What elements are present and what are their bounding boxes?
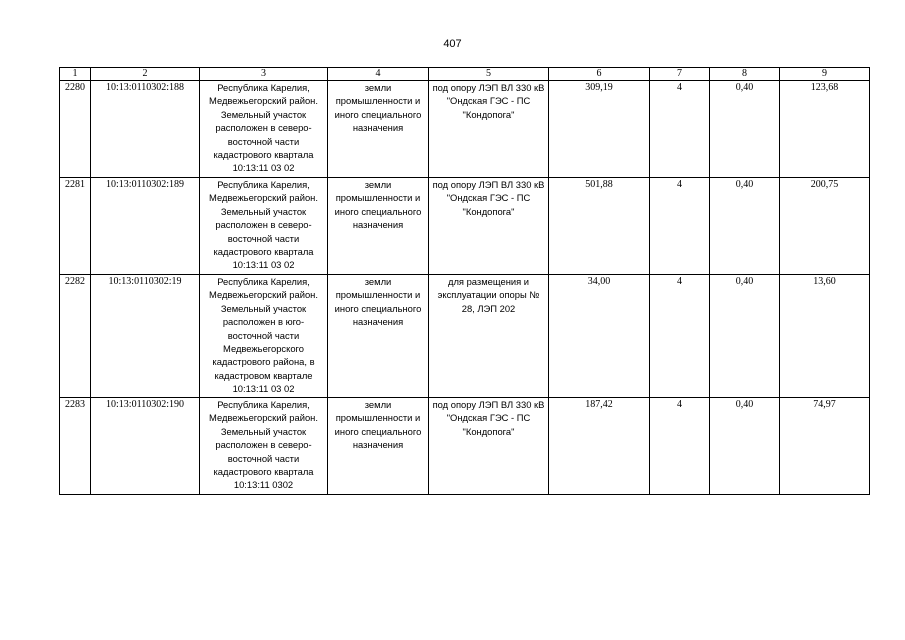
plot-area: 309,19 [549, 81, 650, 178]
plot-location: Республика Карелия, Медвежьегорский район. Земельный участок расположен в юго-восточной части Медвежьегорского кадастрового района, в кадастровом квартале 10:13:11 03 02 [200, 275, 328, 398]
column-7-value: 4 [650, 81, 710, 178]
cadastral-number: 10:13:0110302:19 [91, 275, 200, 398]
cadastral-number: 10:13:0110302:189 [91, 178, 200, 275]
page-number: 407 [443, 38, 462, 50]
column-7-value: 4 [650, 398, 710, 495]
column-header-7: 7 [650, 68, 710, 81]
plot-location: Республика Карелия, Медвежьегорский район. Земельный участок расположен в северо-восточной части кадастрового квартала 10:13:11 0302 [200, 398, 328, 495]
plot-area: 34,00 [549, 275, 650, 398]
column-8-value: 0,40 [710, 398, 780, 495]
column-8-value: 0,40 [710, 178, 780, 275]
land-category: земли промышленности и иного специального назначения [328, 275, 429, 398]
column-9-value: 74,97 [780, 398, 870, 495]
land-category: земли промышленности и иного специального назначения [328, 81, 429, 178]
permitted-use: для размещения и эксплуатации опоры № 28, ЛЭП 202 [429, 275, 549, 398]
row-number: 2282 [60, 275, 91, 398]
cadastral-number: 10:13:0110302:188 [91, 81, 200, 178]
column-header-6: 6 [549, 68, 650, 81]
plot-location: Республика Карелия, Медвежьегорский район. Земельный участок расположен в северо-восточной части кадастрового квартала 10:13:11 03 02 [200, 178, 328, 275]
header-row [60, 68, 870, 81]
column-header-3: 3 [200, 68, 328, 81]
row-number: 2280 [60, 81, 91, 178]
column-header-5: 5 [429, 68, 549, 81]
table-row [60, 275, 870, 398]
column-9-value: 123,68 [780, 81, 870, 178]
column-header-2: 2 [91, 68, 200, 81]
column-8-value: 0,40 [710, 275, 780, 398]
column-9-value: 13,60 [780, 275, 870, 398]
row-number: 2281 [60, 178, 91, 275]
table-row [60, 398, 870, 495]
column-9-value: 200,75 [780, 178, 870, 275]
column-header-1: 1 [60, 68, 91, 81]
permitted-use: под опору ЛЭП ВЛ 330 кВ "Ондская ГЭС - ПС "Кондопога" [429, 398, 549, 495]
column-header-8: 8 [710, 68, 780, 81]
permitted-use: под опору ЛЭП ВЛ 330 кВ "Ондская ГЭС - ПС "Кондопога" [429, 178, 549, 275]
plot-area: 187,42 [549, 398, 650, 495]
column-8-value: 0,40 [710, 81, 780, 178]
land-category: земли промышленности и иного специального назначения [328, 398, 429, 495]
column-header-4: 4 [328, 68, 429, 81]
column-7-value: 4 [650, 275, 710, 398]
table-row [60, 81, 870, 178]
table-row [60, 178, 870, 275]
plot-area: 501,88 [549, 178, 650, 275]
plot-location: Республика Карелия, Медвежьегорский район. Земельный участок расположен в северо-восточной части кадастрового квартала 10:13:11 03 02 [200, 81, 328, 178]
cadastral-number: 10:13:0110302:190 [91, 398, 200, 495]
row-number: 2283 [60, 398, 91, 495]
land-plots-table [59, 67, 870, 495]
column-7-value: 4 [650, 178, 710, 275]
column-header-9: 9 [780, 68, 870, 81]
land-category: земли промышленности и иного специального назначения [328, 178, 429, 275]
permitted-use: под опору ЛЭП ВЛ 330 кВ "Ондская ГЭС - ПС "Кондопога" [429, 81, 549, 178]
